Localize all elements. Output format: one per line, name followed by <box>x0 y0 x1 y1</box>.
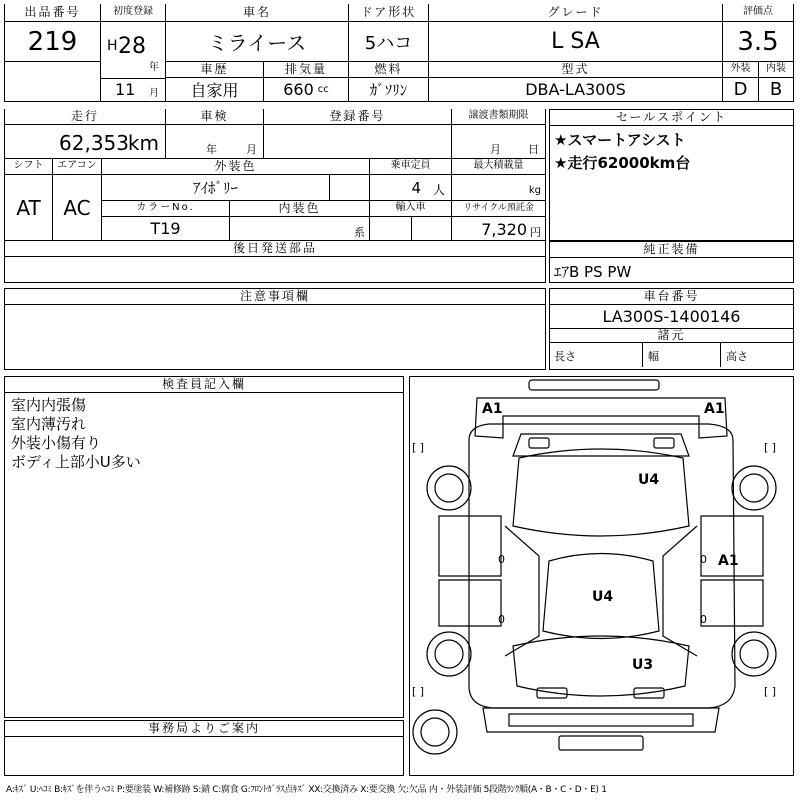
shift-header: シフト <box>4 159 53 175</box>
mileage-value: 62,353 <box>59 131 129 155</box>
interior-grade-header: 内装 <box>759 62 794 78</box>
transfer-day-unit: 日 <box>528 143 539 156</box>
notes-header: 注意事項欄 <box>5 289 545 305</box>
displacement-value: 660 <box>283 80 314 99</box>
rear-bumper-inner <box>509 714 693 726</box>
specs-header: 諸元 <box>550 329 793 343</box>
mileage-unit: km <box>127 131 159 155</box>
first-reg-month-unit: 月 <box>149 88 159 99</box>
first-reg-year-unit: 年 <box>149 62 159 73</box>
car-name-value: ミライース <box>166 22 349 62</box>
grade-header: グレード <box>429 4 723 22</box>
specs-length: 長さ <box>554 350 576 363</box>
sales-point-2: ★走行62000km台 <box>554 154 691 172</box>
capacity-cell <box>370 175 452 201</box>
genuine-equipment-header: 純正装備 <box>550 242 793 258</box>
notes-box <box>4 288 546 370</box>
ext-color-header: 外装色 <box>102 159 370 175</box>
recycle-header: リサイクル預託金 <box>452 201 546 217</box>
wheel-rear-right <box>732 632 776 676</box>
specs-divider-1 <box>642 343 643 367</box>
max-load-cell <box>452 175 546 201</box>
front-roof-outline <box>475 398 727 438</box>
ext-color-extra <box>330 175 370 201</box>
history-header: 車歴 <box>166 62 264 78</box>
door-rear-right <box>701 580 763 626</box>
rear-bumper <box>483 708 719 732</box>
door-header: ドア形状 <box>349 4 429 22</box>
inspection-year-unit: 年 <box>206 143 217 156</box>
mark-hood: U4 <box>638 472 660 488</box>
score-value: 3.5 <box>723 22 794 62</box>
displacement-cell <box>264 78 349 102</box>
first-reg-header: 初度登録 <box>101 4 166 22</box>
inspector-note-1: 室内内張傷 <box>11 396 87 414</box>
genuine-equipment-box <box>549 241 794 283</box>
chassis-box <box>549 288 794 370</box>
mark-front-left: A1 <box>482 401 503 417</box>
windshield-front <box>513 434 689 456</box>
legend: A:ｷｽﾞ U:ﾍｺﾐ B:ｷｽﾞを伴うﾍｺﾐ P:要塗装 W:補修跡 S:錆 C:腐食 G:ﾌﾛﾝﾄｶﾞﾗｽ点ｷｽﾞ XX:交換済み X:要交換 欠:欠品 内・外装評価 5段階ﾗﾝｸ順(A・B・C・D・E) 1 <box>6 785 607 795</box>
wheel-rear-left <box>427 632 471 676</box>
mark-trunk: U3 <box>632 657 654 673</box>
ext-color-value: ｱｲﾎﾞﾘｰ <box>102 175 330 201</box>
chassis-header: 車台番号 <box>550 289 793 305</box>
max-load-unit: kg <box>528 185 541 196</box>
headlight-right <box>654 438 674 448</box>
lot-number: 219 <box>4 22 101 62</box>
bracket-rear-right: [ ] <box>764 685 777 698</box>
color-no-value: T19 <box>102 217 230 241</box>
inspection-cell <box>166 125 264 159</box>
capacity-header: 乗車定員 <box>370 159 452 175</box>
specs-width: 幅 <box>648 350 659 363</box>
car-diagram <box>409 376 794 776</box>
wheel-front-right <box>732 466 776 510</box>
plate-header: 登録番号 <box>264 109 452 125</box>
mark-right-side: A1 <box>718 553 739 569</box>
lot-blank <box>4 62 101 102</box>
exterior-grade-value: D <box>723 78 759 102</box>
mileage-cell <box>4 125 166 159</box>
zero-left-front: 0 <box>498 553 505 566</box>
car-diagram-box <box>409 376 794 776</box>
capacity-unit: 人 <box>432 183 445 197</box>
body-outline <box>469 424 735 708</box>
mileage-header: 走行 <box>4 109 166 125</box>
history-value: 自家用 <box>166 78 264 102</box>
inspector-notes <box>5 393 403 475</box>
sales-point-1: ★スマートアシスト <box>554 131 686 149</box>
aircon-value: AC <box>53 175 102 241</box>
mark-front-right: A1 <box>704 401 725 417</box>
shift-value: AT <box>4 175 53 241</box>
office-box <box>4 720 404 776</box>
rear-hatch <box>513 636 689 696</box>
specs-height: 高さ <box>726 350 748 363</box>
import-cell-b <box>412 217 452 241</box>
recycle-cell <box>452 217 546 241</box>
wheel-front-left-inner <box>435 474 463 502</box>
door-value: 5ハコ <box>349 22 429 62</box>
bracket-rear-left: [ ] <box>412 685 425 698</box>
spare-tire-inner <box>421 718 449 746</box>
displacement-header: 排気量 <box>264 62 349 78</box>
specs-divider-2 <box>720 343 721 367</box>
inspection-month-unit: 月 <box>246 143 257 156</box>
import-cell-a <box>370 217 412 241</box>
inspector-note-3: 外装小傷有り <box>11 434 102 452</box>
capacity-value: 4 <box>411 179 421 197</box>
interior-grade-value: B <box>759 78 794 102</box>
inspector-header: 検査員記入欄 <box>5 377 403 393</box>
grade-value: L SA <box>429 22 723 62</box>
inspector-note-4: ボディ上部小U多い <box>11 453 141 471</box>
inspection-header: 車検 <box>166 109 264 125</box>
transfer-cell <box>452 125 546 159</box>
score-header: 評価点 <box>723 4 794 22</box>
wheel-rear-left-inner <box>435 640 463 668</box>
later-parts-cell <box>4 257 546 283</box>
door-rear-left <box>439 580 501 626</box>
genuine-equipment-value: ｴｱB PS PW <box>554 263 632 281</box>
fuel-header: 燃料 <box>349 62 429 78</box>
specs-row <box>550 343 793 367</box>
sales-points-box <box>549 109 794 241</box>
int-color-cell <box>230 217 370 241</box>
transfer-header: 譲渡書類期限 <box>452 109 546 125</box>
door-front-left <box>439 516 501 576</box>
wheel-rear-right-inner <box>740 640 768 668</box>
color-no-header: カラーNo. <box>102 201 230 217</box>
first-reg-era: H <box>107 38 118 54</box>
first-reg-month: 11 <box>115 80 136 99</box>
rear-plate <box>559 736 643 750</box>
pillar-right <box>663 526 697 656</box>
aircon-header: エアコン <box>53 159 102 175</box>
transfer-month-unit: 月 <box>490 143 501 156</box>
pillar-left <box>505 526 539 656</box>
recycle-value: 7,320 <box>481 220 527 239</box>
spare-tire <box>413 710 457 754</box>
inspector-note-2: 室内薄汚れ <box>11 415 87 433</box>
model-header: 型式 <box>429 62 723 78</box>
wheel-front-left <box>427 466 471 510</box>
first-reg-box <box>101 22 166 102</box>
max-load-header: 最大積載量 <box>452 159 546 175</box>
exterior-grade-header: 外装 <box>723 62 759 78</box>
hood <box>513 449 689 536</box>
headlight-left <box>529 438 549 448</box>
wheel-front-right-inner <box>740 474 768 502</box>
int-color-unit: 系 <box>354 226 365 239</box>
car-name-header: 車名 <box>166 4 349 22</box>
zero-right-front: 0 <box>700 553 707 566</box>
zero-right-rear: 0 <box>700 613 707 626</box>
bracket-front-left: [ ] <box>412 441 425 454</box>
displacement-unit: cc <box>317 84 329 95</box>
fuel-value: ｶﾞｿﾘﾝ <box>349 78 429 102</box>
inspector-box <box>4 376 404 718</box>
front-bumper-bar <box>529 380 659 390</box>
mark-roof: U4 <box>592 589 614 605</box>
first-reg-divider <box>101 78 166 79</box>
model-value: DBA-LA300S <box>429 78 723 102</box>
sales-points-header: セールスポイント <box>550 110 793 126</box>
plate-cell <box>264 125 452 159</box>
zero-left-rear: 0 <box>498 613 505 626</box>
lot-header: 出品番号 <box>4 4 101 22</box>
later-parts-header: 後日発送部品 <box>4 241 546 257</box>
chassis-value: LA300S-1400146 <box>550 305 793 329</box>
bracket-front-right: [ ] <box>764 441 777 454</box>
import-header: 輸入車 <box>370 201 452 217</box>
recycle-unit: 円 <box>530 226 541 239</box>
first-reg-year: 28 <box>118 34 146 59</box>
int-color-header: 内装色 <box>230 201 370 217</box>
office-header: 事務局よりご案内 <box>5 721 403 737</box>
